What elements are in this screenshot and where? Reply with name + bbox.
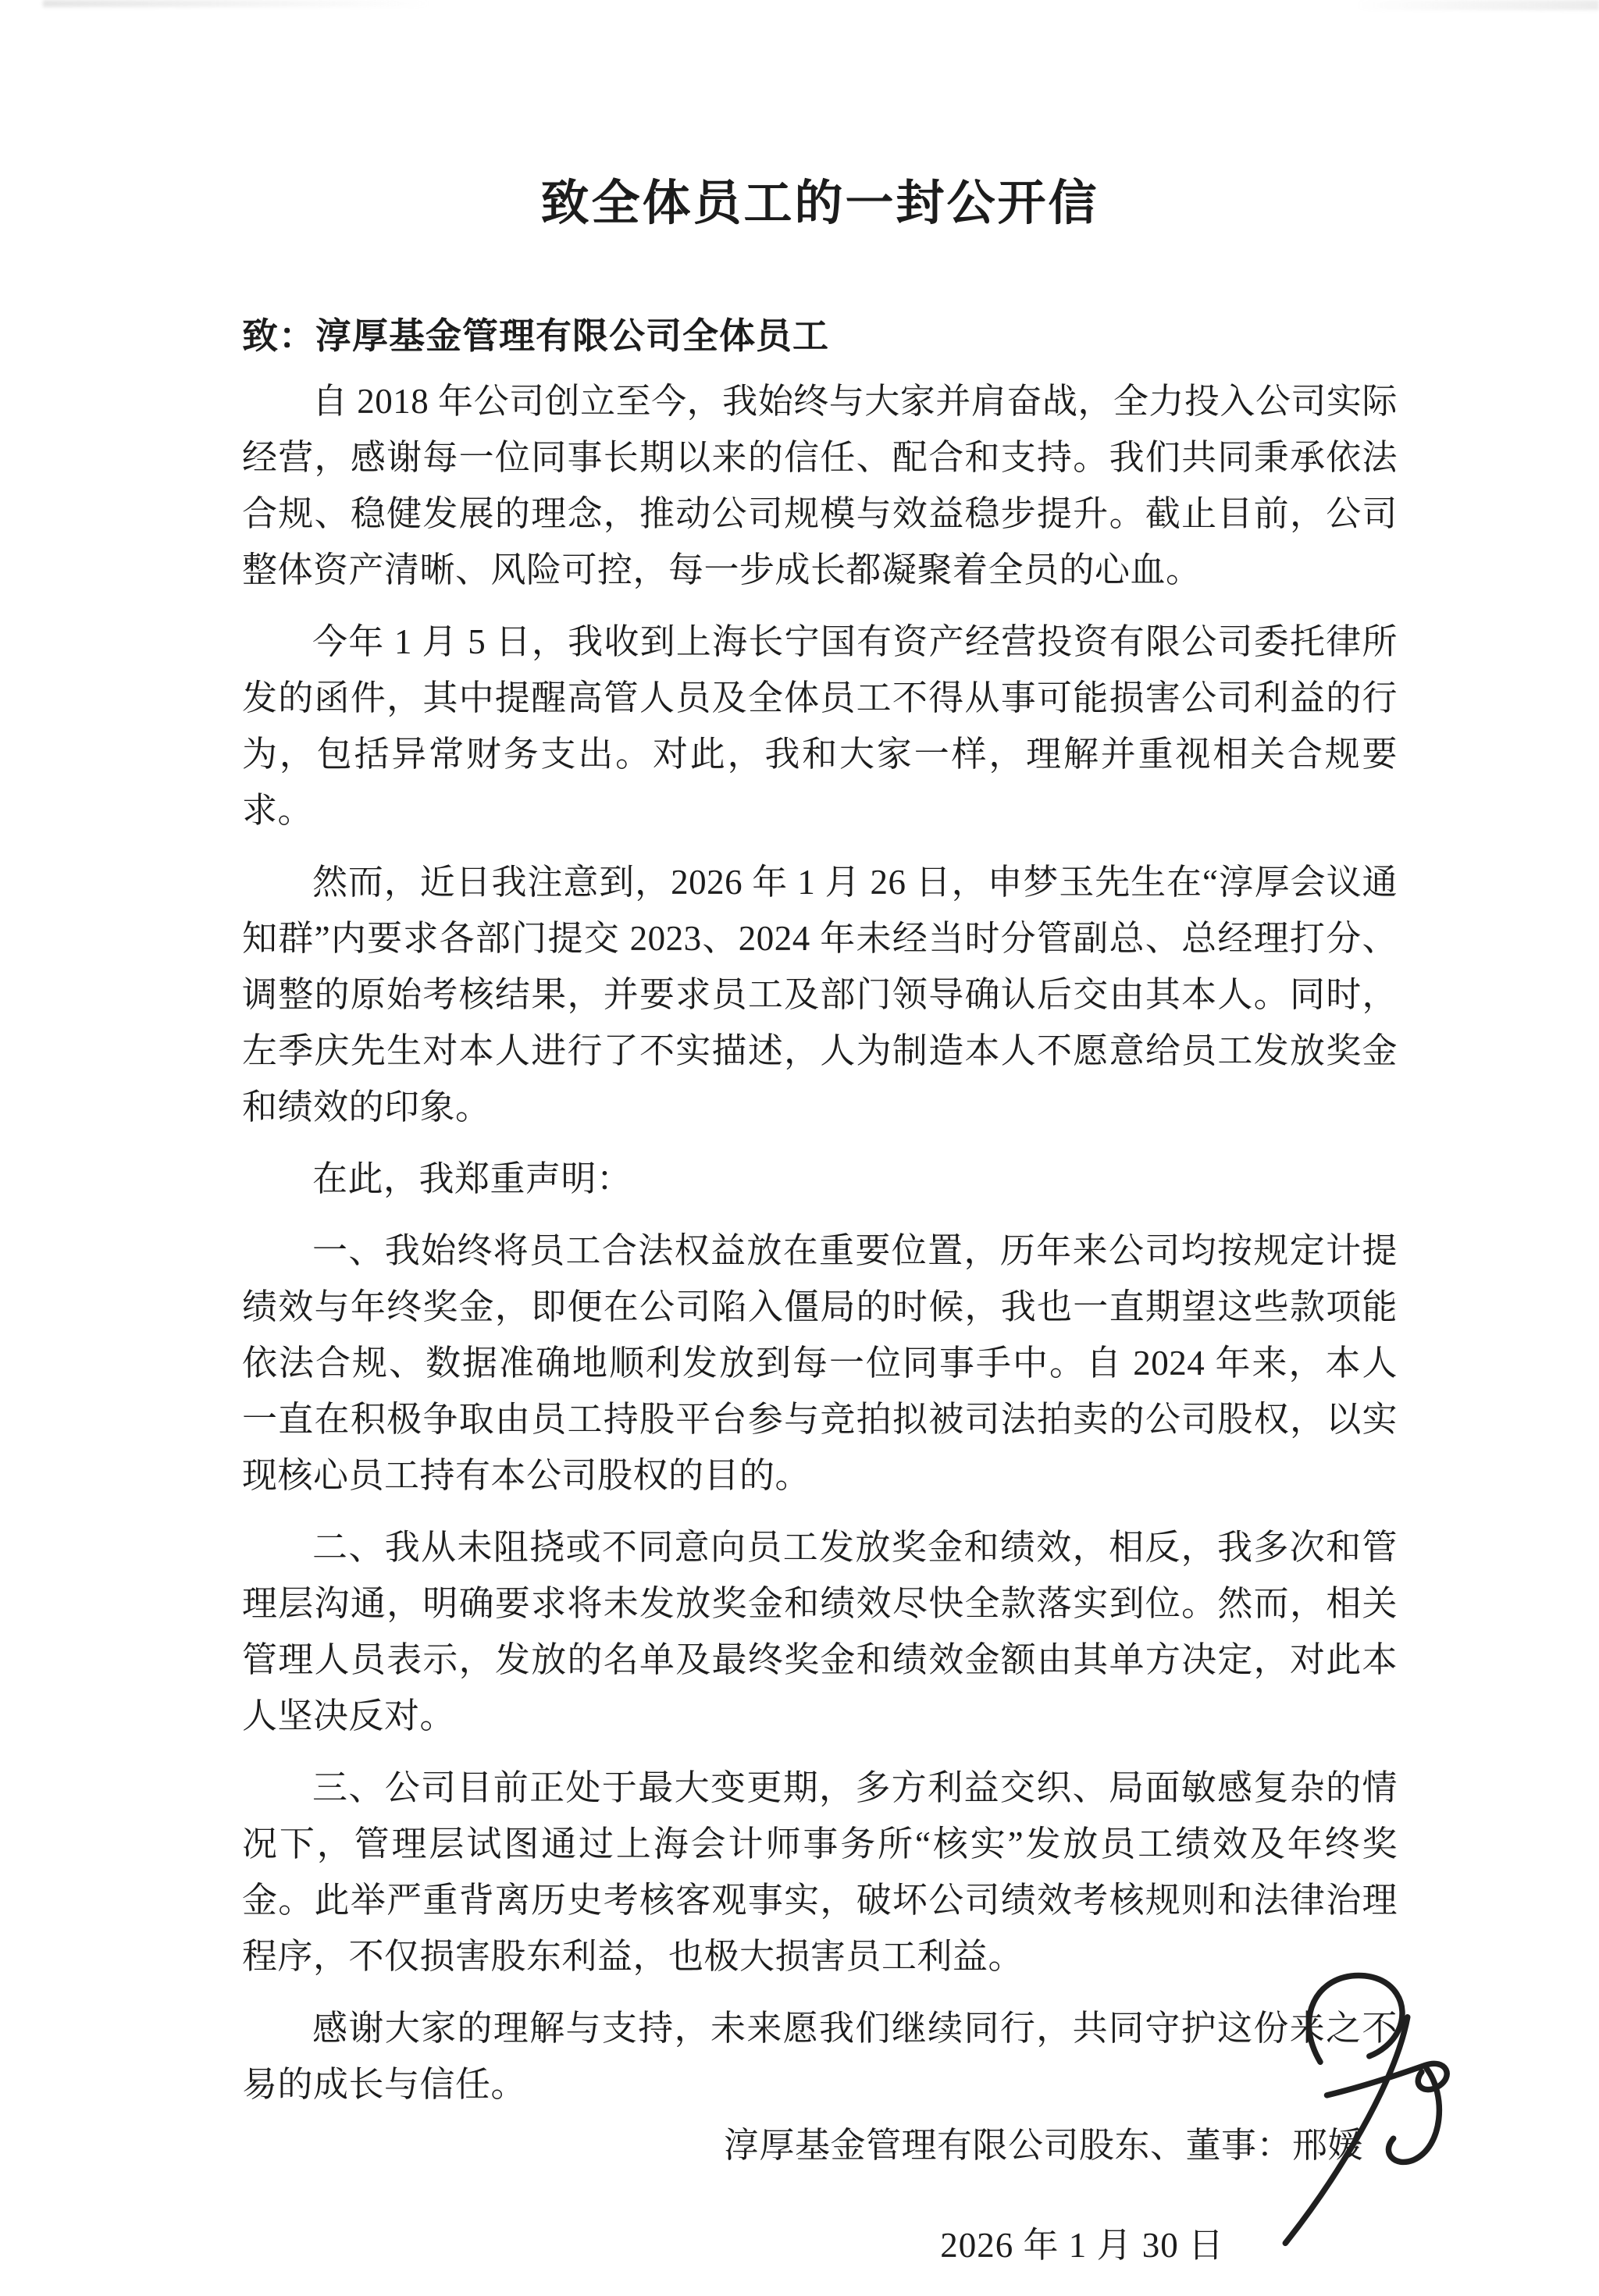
paragraph-point-1: 一、我始终将员工合法权益放在重要位置，历年来公司均按规定计提绩效与年终奖金，即便在公司陷入僵局的时候，我也一直期望这些款项能依法合规、数据准确地顺利发放到每一位同事手中。自 2024 年来，本人一直在积极争取由员工持股平台参与竞拍拟被司法拍卖的公司股权，以实现核心员工持有本公司股权的目的。 <box>242 1231 1398 1495</box>
paragraph-intro: 自 2018 年公司创立至今，我始终与大家并肩奋战，全力投入公司实际经营，感谢每一位同事长期以来的信任、配合和支持。我们共同秉承依法合规、稳健发展的理念，推动公司规模与效益稳步提升。截止目前，公司整体资产清晰、风险可控，每一步成长都凝聚着全员的心血。 <box>242 382 1398 589</box>
paragraph-closing: 感谢大家的理解与支持，未来愿我们继续同行，共同守护这份来之不易的成长与信任。 <box>242 2009 1398 2104</box>
handwritten-signature-icon <box>1271 1969 1473 2252</box>
signature-name-line: 淳厚基金管理有限公司股东、董事：邢媛 <box>723 2126 1363 2165</box>
date-line: 2026 年 1 月 30 日 <box>940 2226 1224 2265</box>
paragraph-point-2: 二、我从未阻挠或不同意向员工发放奖金和绩效，相反，我多次和管理层沟通，明确要求将未发放奖金和绩效尽快全款落实到位。然而，相关管理人员表示，发放的名单及最终奖金和绩效金额由其单方决定，对此本人坚决反对。 <box>242 1528 1398 1735</box>
letter-body <box>242 0 1398 2273</box>
paragraph-declaration-intro: 在此，我郑重声明： <box>312 1159 632 1198</box>
paragraph-point-3: 三、公司目前正处于最大变更期，多方利益交织、局面敏感复杂的情况下，管理层试图通过上海会计师事务所“核实”发放员工绩效及年终奖金。此举严重背离历史考核客观事实，破坏公司绩效考核规则和法律治理程序，不仅损害股东利益，也极大损害员工利益。 <box>242 1768 1398 1976</box>
letter-title: 致全体员工的一封公开信 <box>540 177 1099 230</box>
paragraph-incident: 然而，近日我注意到，2026 年 1 月 26 日，申梦玉先生在“淳厚会议通知群”内要求各部门提交 2023、2024 年未经当时分管副总、总经理打分、调整的原始考核结果，并要求员工及部门领导确认后交由其本人。同时，左季庆先生对本人进行了不实描述，人为制造本人不愿意给员工发放奖金和绩效的印象。 <box>242 863 1398 1127</box>
paragraph-lawyer-letter: 今年 1 月 5 日，我收到上海长宁国有资产经营投资有限公司委托律所发的函件，其中提醒高管人员及全体员工不得从事可能损害公司利益的行为，包括异常财务支出。对此，我和大家一样，理解并重视相关合规要求。 <box>242 622 1398 830</box>
letter-salutation: 致：淳厚基金管理有限公司全体员工 <box>242 316 829 356</box>
